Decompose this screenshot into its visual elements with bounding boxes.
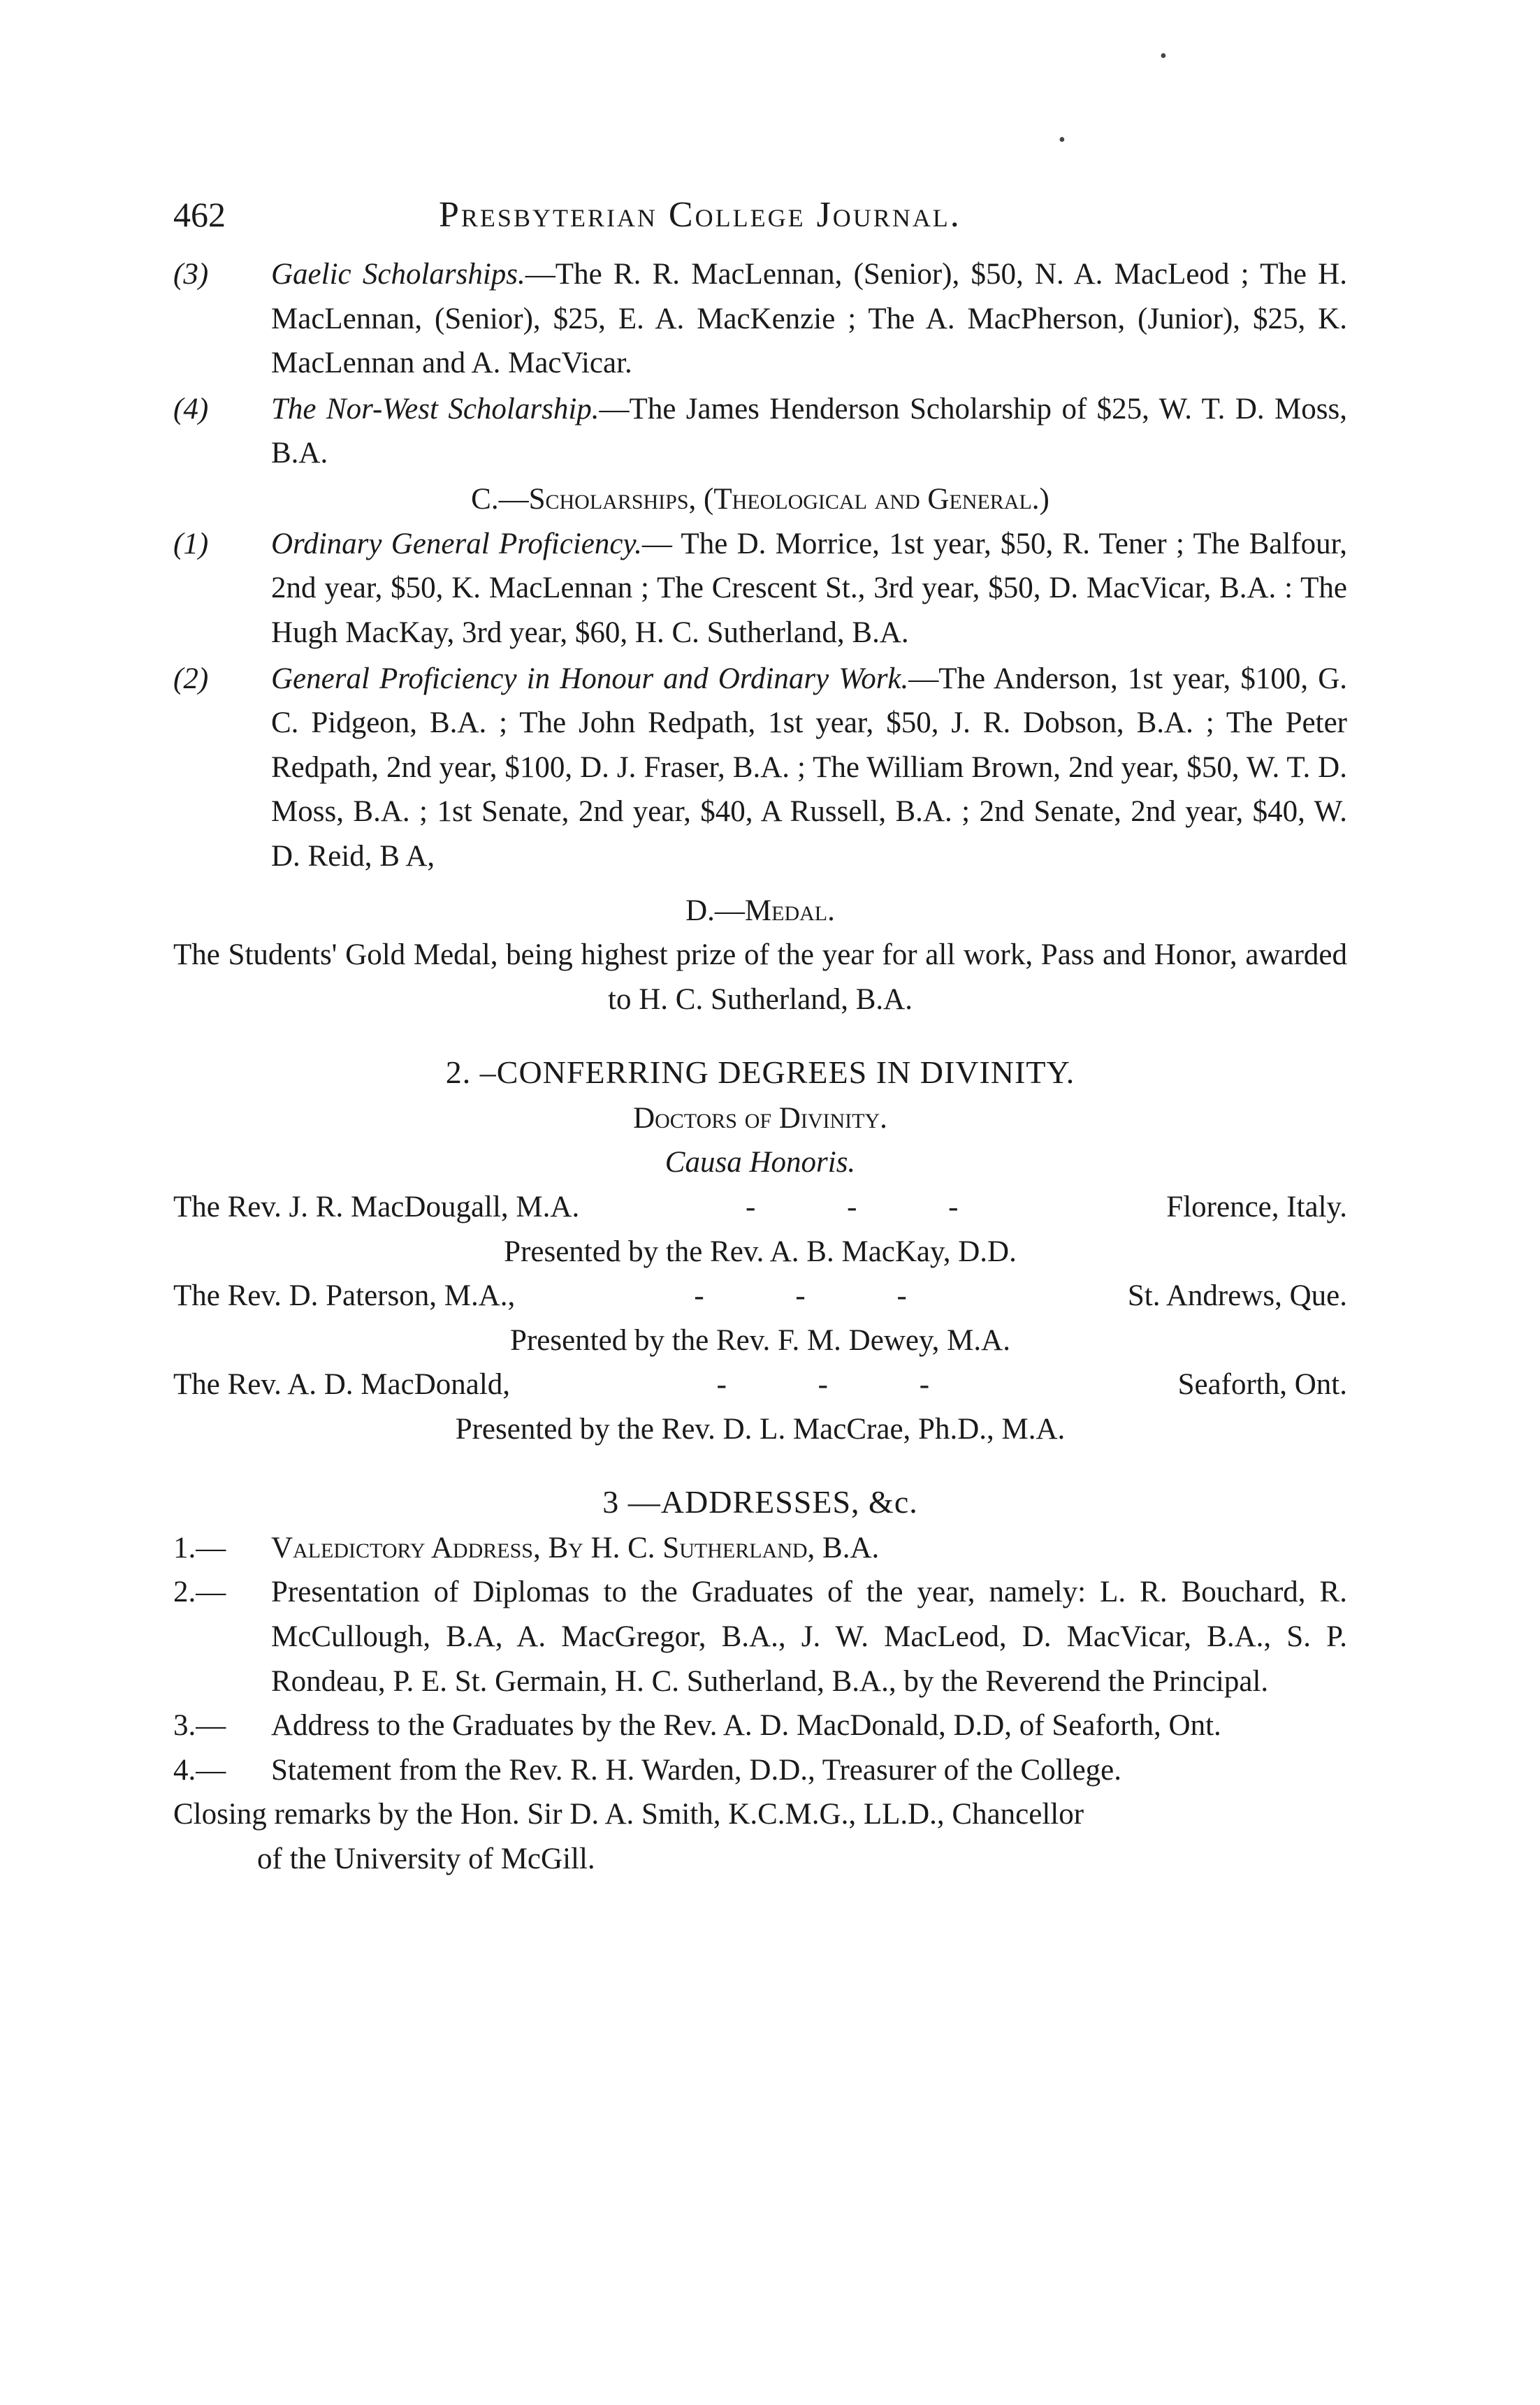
address-item xyxy=(173,1526,1347,1571)
scholarship-entry xyxy=(173,252,1347,386)
scholarship-entry xyxy=(173,657,1347,879)
item-text: Statement from the Rev. R. H. Warden, D.D., Treasurer of the College. xyxy=(271,1753,1122,1787)
entry-text: — The D. Morrice, 1st year, $50, R. Tener ; The Balfour, 2nd year, $50, K. MacLennan ; The Crescent St., 3rd year, $50, D. MacVicar, B.A. : The Hugh MacKay, 3rd year, $60, H. C. Sutherland, B.A. xyxy=(271,527,1347,649)
item-text: Valedictory Address, By H. C. Sutherland, B.A. xyxy=(271,1531,880,1564)
item-number: (4) xyxy=(173,392,209,426)
entry-title: Gaelic Scholarships. xyxy=(271,257,525,291)
item-number: 3.— xyxy=(173,1709,226,1743)
degrees-subheading: Doctors of Divinity. xyxy=(633,1101,887,1135)
recipient-place: St. Andrews, Que. xyxy=(1127,1279,1347,1313)
medal-paragraph: The Students' Gold Medal, being highest prize of the year for all work, Pass and Honor, awarded to H. C. Sutherland, B.A. xyxy=(173,938,1347,1016)
section-c-heading: C.—Scholarships, (Theological and General.) xyxy=(471,483,1049,516)
running-title: Presbyterian College Journal. xyxy=(439,195,961,235)
item-number: (2) xyxy=(173,662,209,695)
item-number: (1) xyxy=(173,527,209,560)
address-item xyxy=(173,1570,1347,1703)
closing-remarks xyxy=(173,1792,1347,1881)
recipient-name: The Rev. J. R. MacDougall, M.A. xyxy=(173,1190,580,1223)
item-number: 2.— xyxy=(173,1576,226,1609)
entry-text: —The Anderson, 1st year, $100, G. C. Pidgeon, B.A. ; The John Redpath, 1st year, $50, J. R. Dobson, B.A. ; The Peter Redpath, 2nd year, $100, D. J. Fraser, B.A. ; The William Brown, 2nd year, $50, W. T. D. Moss, B.A. ; 1st Senate, 2nd year, $40, A Russell, B.A. ; 2nd Senate, 2nd year, $40, W. D. Reid, B A, xyxy=(271,662,1347,873)
address-item xyxy=(173,1703,1347,1748)
entry-title: General Proficiency in Honour and Ordinary Work. xyxy=(271,662,909,695)
print-speck: • xyxy=(1160,45,1167,67)
item-number: (3) xyxy=(173,257,209,291)
leader-dashes: - - - xyxy=(694,1279,949,1313)
presenter-line: Presented by the Rev. A. B. MacKay, D.D. xyxy=(504,1235,1017,1268)
scholarship-entry xyxy=(173,387,1347,476)
recipient-place: Seaforth, Ont. xyxy=(1177,1368,1347,1402)
entry-text: —The R. R. MacLennan, (Senior), $50, N. A. MacLeod ; The H. MacLennan, (Senior), $25, E. A. MacKenzie ; The A. MacPherson, (Junior), $25, K. MacLennan and A. MacVicar. xyxy=(271,257,1347,380)
page-header xyxy=(173,189,1347,242)
item-text: Address to the Graduates by the Rev. A. D. MacDonald, D.D, of Seaforth, Ont. xyxy=(271,1709,1221,1743)
page-number: 462 xyxy=(173,195,226,234)
presenter-line: Presented by the Rev. F. M. Dewey, M.A. xyxy=(510,1323,1010,1357)
item-text: Presentation of Diplomas to the Graduates of the year, namely: L. R. Bouchard, R. McCullough, B.A, A. MacGregor, B.A., J. W. MacLeod, D. MacVicar, B.A., S. P. Rondeau, P. E. St. Germain, H. C. Sutherland, B.A., by the Reverend the Principal. xyxy=(271,1576,1347,1698)
entry-title: The Nor-West Scholarship. xyxy=(271,392,600,426)
item-number: 4.— xyxy=(173,1753,226,1787)
presenter-line: Presented by the Rev. D. L. MacCrae, Ph.D., M.A. xyxy=(455,1413,1066,1446)
degrees-heading: 2. –CONFERRING DEGREES IN DIVINITY. xyxy=(445,1054,1075,1090)
item-number: 1.— xyxy=(173,1531,226,1564)
degree-entry xyxy=(173,1274,1347,1318)
recipient-place: Florence, Italy. xyxy=(1166,1190,1347,1223)
leader-dashes: - - - xyxy=(746,1190,1001,1223)
journal-page xyxy=(173,189,1347,1882)
entry-title: Ordinary General Proficiency. xyxy=(271,527,642,560)
entry-text: —The James Henderson Scholarship of $25, W. T. D. Moss, B.A. xyxy=(271,392,1347,470)
closing-line: of the University of McGill. xyxy=(257,1843,595,1876)
degree-entry xyxy=(173,1185,1347,1230)
print-speck: • xyxy=(1059,129,1066,151)
closing-line: Closing remarks by the Hon. Sir D. A. Smith, K.C.M.G., LL.D., Chancellor xyxy=(173,1798,1084,1831)
causa-honoris: Causa Honoris. xyxy=(664,1146,856,1179)
leader-dashes: - - - xyxy=(716,1368,972,1402)
addresses-heading: 3 —ADDRESSES, &c. xyxy=(602,1483,918,1520)
address-item xyxy=(173,1748,1347,1793)
degree-entry xyxy=(173,1363,1347,1407)
recipient-name: The Rev. A. D. MacDonald, xyxy=(173,1368,511,1402)
scholarship-entry xyxy=(173,522,1347,655)
recipient-name: The Rev. D. Paterson, M.A., xyxy=(173,1279,516,1313)
section-d-heading: D.—Medal. xyxy=(685,894,835,927)
